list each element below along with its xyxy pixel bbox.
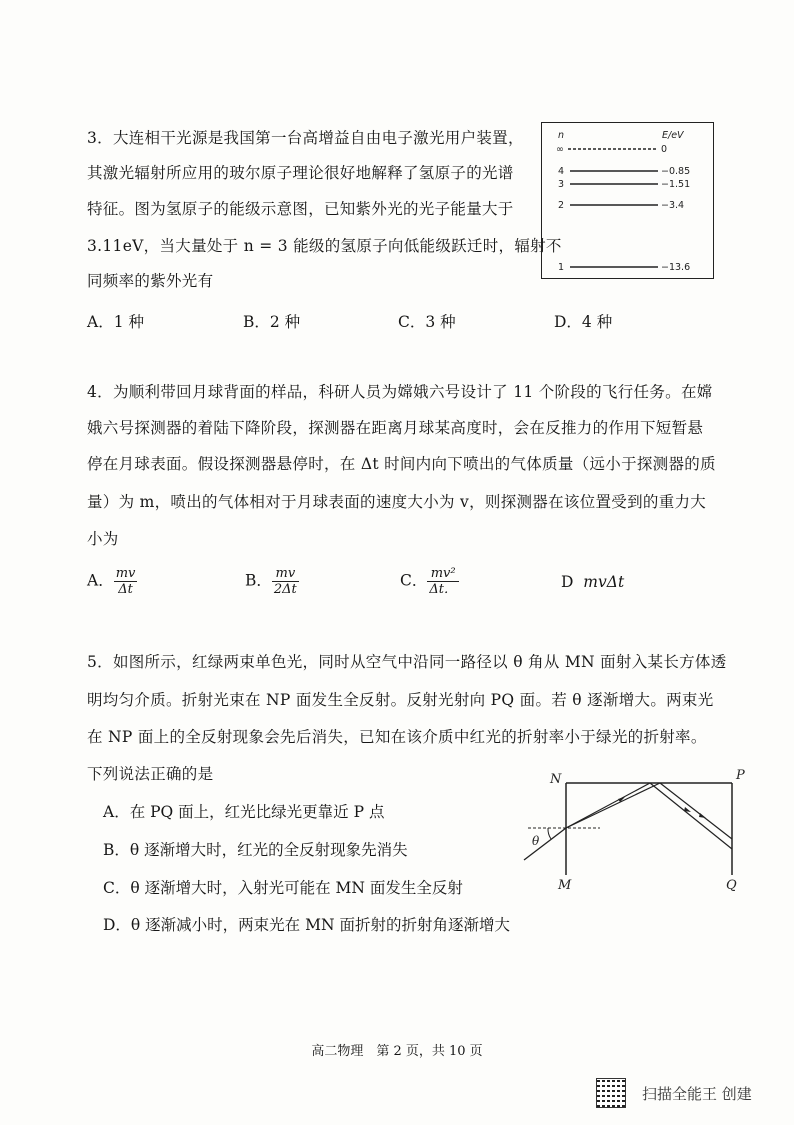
q4-option-c-label: C． [400, 571, 428, 590]
page-footer: 高二物理 第 2 页，共 10 页 [311, 1044, 483, 1059]
level-4-n: 4 [558, 166, 565, 177]
q5-option-a[interactable]: A．在 PQ 面上，红光比绿光更靠近 P 点 [103, 803, 385, 821]
level-3-n: 3 [558, 179, 565, 190]
q5-line-3: 在 NP 面上的全反射现象会先后消失，已知在该介质中红光的折射率小于绿光的折射率。 [87, 728, 707, 746]
qr-code-icon [596, 1078, 626, 1108]
q3-option-c[interactable]: C．3 种 [398, 313, 456, 331]
diagram-header-e: E/eV [662, 130, 684, 141]
reflected-ray-1 [650, 783, 732, 849]
q4-option-d-expr: mvΔt [583, 573, 625, 591]
q5-option-b[interactable]: B．θ 逐渐增大时，红光的全反射现象先消失 [103, 841, 408, 859]
q4-line-5: 小为 [87, 530, 119, 548]
q4-option-b-fraction [272, 566, 299, 597]
q3-line-4: 3.11eV，当大量处于 n = 3 能级的氢原子向低能级跃迁时，辐射不 [87, 237, 562, 255]
q4-option-a-den: Δt [118, 582, 133, 597]
q3-line-2: 其激光辐射所应用的玻尔原子理论很好地解释了氢原子的光谱 [87, 164, 514, 182]
arrow-3 [699, 813, 706, 818]
q4-line-2: 娥六号探测器的着陆下降阶段，探测器在距离月球某高度时，会在反推力的作用下短暂悬 [87, 419, 704, 437]
scanner-watermark [596, 1078, 752, 1108]
level-inf-n: ∞ [556, 144, 564, 155]
q4-line-1: 4．为顺利带回月球背面的样品，科研人员为嫦娥六号设计了 11 个阶段的飞行任务。在嫦 [87, 383, 713, 401]
q5-line-2: 明均匀介质。折射光束在 NP 面发生全反射。反射光射向 PQ 面。若 θ 逐渐增大。两束光 [87, 691, 714, 709]
level-1-e: −13.6 [661, 262, 691, 273]
level-2-n: 2 [558, 200, 565, 211]
q3-option-b[interactable]: B．2 种 [243, 313, 301, 331]
q5-option-d[interactable]: D．θ 逐渐减小时，两束光在 MN 面折射的折射角逐渐增大 [103, 916, 510, 934]
level-3-e: −1.51 [661, 179, 691, 190]
q4-option-a-label: A． [87, 571, 114, 590]
label-m: M [558, 878, 572, 893]
q3-option-a[interactable]: A．1 种 [87, 313, 144, 331]
level-2-e: −3.4 [661, 200, 685, 211]
q4-option-a-num: mv [115, 566, 136, 581]
label-n: N [550, 772, 562, 787]
q5-option-c[interactable]: C．θ 逐渐增大时，入射光可能在 MN 面发生全反射 [103, 879, 463, 897]
q3-line-3: 特征。图为氢原子的能级示意图，已知紫外光的光子能量大于 [87, 200, 514, 218]
q4-option-c-fraction [427, 566, 459, 597]
q4-option-b[interactable] [245, 566, 299, 597]
watermark-text: 扫描全能王 创建 [642, 1084, 752, 1103]
theta-label: θ [532, 834, 540, 848]
q4-option-c[interactable] [400, 566, 459, 597]
refracted-ray-1 [566, 783, 650, 828]
q3-option-d[interactable]: D．4 种 [554, 313, 613, 331]
q4-option-b-den: 2Δt [273, 582, 297, 597]
q4-option-b-label: B． [245, 571, 272, 590]
level-1-n: 1 [558, 262, 565, 273]
q4-option-c-den: Δt． [429, 582, 457, 597]
reflected-ray-2 [660, 783, 732, 839]
q4-option-d-label: D [561, 573, 574, 591]
q4-option-a-fraction [114, 566, 138, 597]
q3-line-5: 同频率的紫外光有 [87, 272, 214, 290]
refracted-ray-2 [566, 783, 660, 828]
level-4-e: −0.85 [661, 166, 691, 177]
refraction-figure [520, 765, 760, 895]
q3-line-1: 3．大连相干光源是我国第一台高增益自由电子激光用户装置， [87, 129, 524, 147]
q4-option-c-num: mv² [427, 566, 459, 582]
q4-option-b-num: mv [272, 566, 299, 582]
q4-line-3: 停在月球表面。假设探测器悬停时，在 Δt 时间内向下喷出的气体质量（远小于探测器的质 [87, 455, 716, 473]
q5-line-1: 5．如图所示，红绿两束单色光，同时从空气中沿同一路径以 θ 角从 MN 面射入某长方体透 [87, 653, 727, 671]
incident-ray [524, 828, 566, 860]
q4-line-4: 量）为 m，喷出的气体相对于月球表面的速度大小为 v，则探测器在该位置受到的重力大 [87, 493, 707, 511]
diagram-header-n: n [558, 130, 565, 141]
theta-arc [548, 828, 551, 839]
label-q: Q [726, 878, 737, 893]
energy-level-diagram [541, 122, 714, 279]
q4-option-d[interactable] [561, 573, 624, 591]
level-inf-e: 0 [661, 144, 668, 155]
label-p: P [736, 768, 745, 783]
q4-option-a[interactable] [87, 566, 137, 597]
q5-line-4: 下列说法正确的是 [87, 765, 214, 783]
